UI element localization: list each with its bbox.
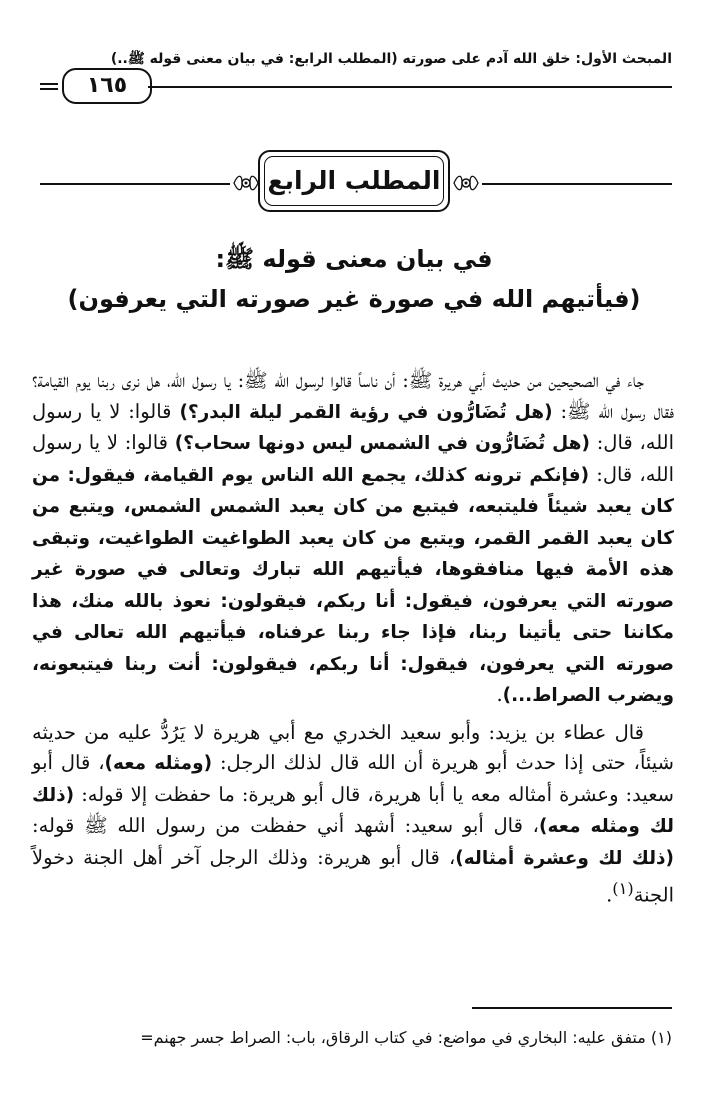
section-title-frame (258, 150, 450, 212)
hadith-quote: (ذلك لك ومثله معه) (32, 784, 674, 837)
text-run: . (606, 883, 613, 907)
section-heading: في بيان معنى قوله ﷺ: (215, 245, 493, 273)
floral-ornament-icon (230, 170, 262, 196)
footnote: (١) متفق عليه: البخاري في مواضع: في كتاب الرقاق، باب: الصراط جسر جهنم= (140, 1028, 672, 1047)
page-number-frame (40, 68, 160, 104)
hadith-quote: (هل تُضَارُّون في رؤية القمر ليلة البدر؟) (179, 401, 553, 423)
hadith-quote: (ومثله معه) (104, 753, 213, 774)
text-run: ، قال أبو سعيد: وعشرة أمثاله معه يا أبا هريرة، قال أبو هريرة: ما حفظت إلا قوله: (32, 751, 674, 806)
hadith-quote: (ذلك لك وعشرة أمثاله) (455, 847, 674, 869)
section-title: المطلب الرابع (267, 166, 441, 195)
title-rule-right (482, 183, 672, 185)
double-line-ornament (40, 88, 58, 90)
text-run: ، قال أبو سعيد: أشهد أني حفظت من رسول الله ﷺ قوله: (32, 814, 539, 837)
floral-ornament-icon (450, 170, 482, 196)
text-run: قالوا: لا يا رسول الله، قال: (32, 399, 675, 454)
double-line-ornament (40, 83, 58, 85)
hadith-quote: (هل تُضَارُّون في الشمس ليس دونها سحاب؟) (174, 433, 590, 454)
section-subheading: (فيأتيهم الله في صورة غير صورته التي يعرفون) (67, 285, 641, 313)
text-run: ، قال أبو هريرة: وذلك الرجل آخر أهل الجنة دخولاً الجنة (32, 845, 674, 907)
title-rule-left (40, 183, 230, 185)
running-header: المبحث الأول: خلق الله آدم على صورته (المطلب الرابع: في بيان معنى قوله ﷺ..) (110, 51, 672, 67)
footnote-ref: (١) (612, 879, 634, 898)
paragraph (32, 366, 674, 712)
text-run: . (496, 683, 503, 706)
hadith-quote: (فإنكم ترونه كذلك، يجمع الله الناس يوم القيامة، فيقول: من كان يعبد شيئاً فليتبعه، فيتبع من كان يعبد الشمس الشمس، ويتبع من كان يعبد القمر القمر، ويتبع من كان يعبد الطواغيت الطواغيت، وتبقى هذه الأمة فيها منافقوها، فيأتيهم الله تبارك وتعالى في صورة غير صورته التي يعرفون، فيقول: أنا ربكم، فيقولون: نعوذ بالله منك، هذا مكاننا حتى يأتينا ربنا، فإذا جاء ربنا عرفناه، فيأتيهم الله تعالى في صورته التي يعرفون، فيقول: أنا ربكم، فيقولون: أنت ربنا فيتبعونه، ويضرب الصراط...) (32, 464, 674, 706)
text-run: قالوا: لا يا رسول الله، قال: (32, 431, 674, 486)
footnote-rule (472, 1007, 672, 1009)
header-rule (148, 86, 672, 88)
page-number: ١٦٥ (62, 68, 152, 104)
body-text (32, 366, 674, 911)
paragraph (32, 718, 674, 912)
text-run: جاء في الصحيحين من حديث أبي هريرة ﷺ: أن ناساً قالوا لرسول الله ﷺ: يا رسول الله، هل نرى ربنا يوم القيامة؟ فقال رسول الله ﷺ: (32, 369, 675, 423)
text-run: قال عطاء بن يزيد: وأبو سعيد الخدري مع أبي هريرة لا يَرُدُّ عليه من حديثه شيئاً، حتى إذا حدث أبو هريرة أن الله قال لذلك الرجل: (32, 720, 675, 774)
